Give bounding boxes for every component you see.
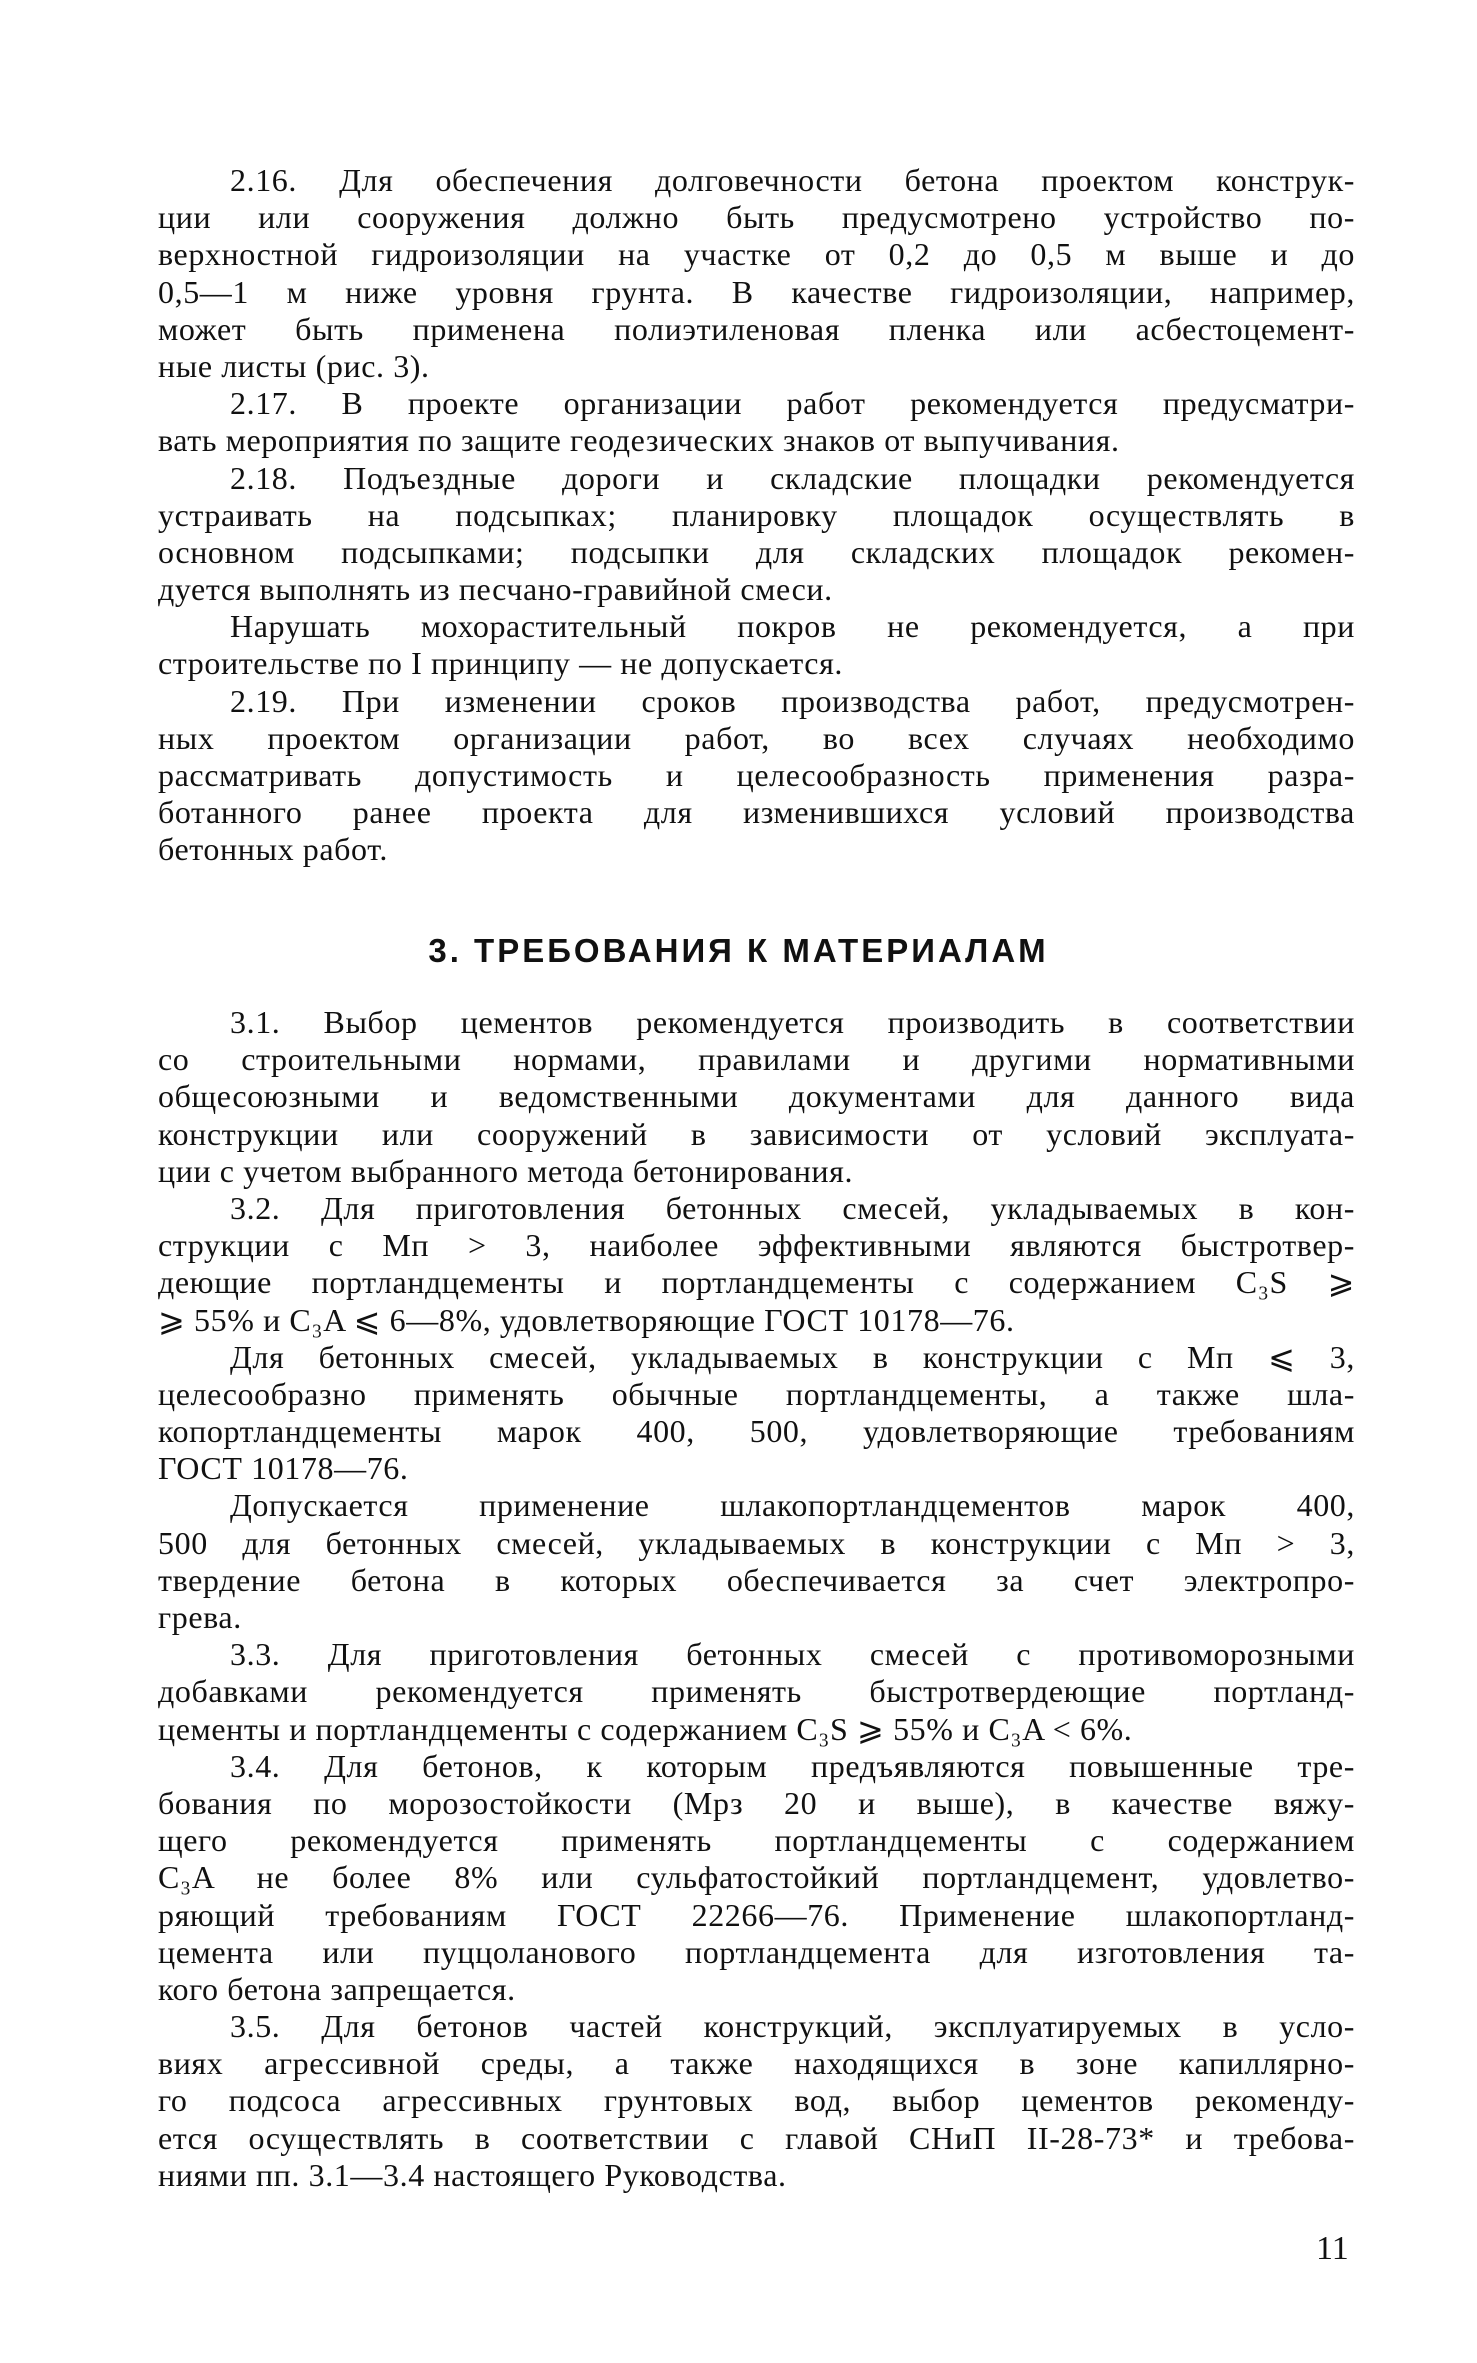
text-line: 3.5. Для бетонов частей конструкций, эксплуатируемых в усло- xyxy=(230,2008,1355,2045)
paragraph xyxy=(158,385,1355,459)
text-line: верхностной гидроизоляции на участке от 0,2 до 0,5 м выше и до xyxy=(158,236,1355,273)
text-line: вать мероприятия по защите геодезических знаков от выпучивания. xyxy=(158,422,1120,459)
text-line: щего рекомендуется применять портландцементы с содержанием xyxy=(158,1822,1355,1859)
text-line: ции или сооружения должно быть предусмотрено устройство по- xyxy=(158,199,1355,236)
text-line: ции с учетом выбранного метода бетонирования. xyxy=(158,1152,854,1189)
text-line: 2.19. При изменении сроков производства работ, предусмотрен- xyxy=(230,682,1355,719)
text-line: 2.17. В проекте организации работ рекомендуется предусматри- xyxy=(230,385,1355,422)
text-line: дуется выполнять из песчано-гравийной смеси. xyxy=(158,571,833,608)
text-line: 3.4. Для бетонов, к которым предъявляются повышенные тре- xyxy=(230,1747,1355,1784)
paragraph xyxy=(158,460,1355,609)
paragraph xyxy=(158,162,1355,385)
text-line: C₃A не более 8% или сульфатостойкий портландцемент, удовлетво- xyxy=(158,1859,1355,1896)
text-line: 0,5—1 м ниже уровня грунта. В качестве гидроизоляции, например, xyxy=(158,273,1355,310)
text-line: 2.16. Для обеспечения долговечности бетона проектом конструк- xyxy=(230,162,1355,198)
text-line: общесоюзными и ведомственными документами для данного вида xyxy=(158,1078,1355,1115)
text-line: ниями пп. 3.1—3.4 настоящего Руководства. xyxy=(158,2156,787,2193)
text-line: кого бетона запрещается. xyxy=(158,1970,516,2007)
text-line: добавками рекомендуется применять быстротвердеющие портланд- xyxy=(158,1673,1355,1710)
text-line: со строительными нормами, правилами и другими нормативными xyxy=(158,1041,1355,1078)
text-line: 2.18. Подъездные дороги и складские площадки рекомендуется xyxy=(230,459,1355,496)
text-line: ется осуществлять в соответствии с главой СНиП II-28-73* и требова- xyxy=(158,2119,1355,2156)
text-line: Допускается применение шлакопортландцементов марок 400, xyxy=(230,1487,1355,1524)
text-line: Нарушать мохорастительный покров не рекомендуется, а при xyxy=(230,608,1355,645)
text-line: рассматривать допустимость и целесообразность применения разра- xyxy=(158,757,1355,793)
text-line: ГОСТ 10178—76. xyxy=(158,1450,409,1487)
paragraph xyxy=(158,2008,1355,2194)
text-line: 500 для бетонных смесей, укладываемых в конструкции с Mп > 3, xyxy=(158,1524,1355,1561)
text-line: копортландцементы марок 400, 500, удовлетворяющие требованиям xyxy=(158,1413,1355,1450)
text-line: струкции с Mп > 3, наиболее эффективными являются быстротвер- xyxy=(158,1227,1355,1264)
text-line: бетонных работ. xyxy=(158,831,389,868)
text-line: го подсоса агрессивных грунтовых вод, выбор цементов рекоменду- xyxy=(158,2082,1355,2119)
text-line: строительстве по I принципу — не допускается. xyxy=(158,645,843,682)
text-line: цементы и портландцементы с содержанием C₃S ⩾ 55% и C₃A < 6%. xyxy=(158,1710,1133,1747)
section-3-text xyxy=(158,1004,1355,2194)
text-line: Для бетонных смесей, укладываемых в конструкции с Mп ⩽ 3, xyxy=(230,1338,1355,1375)
text-line: ряющий требованиям ГОСТ 22266—76. Применение шлакопортланд- xyxy=(158,1896,1355,1933)
text-line: ботанного ранее проекта для изменившихся условий производства xyxy=(158,794,1355,831)
paragraph xyxy=(158,608,1355,682)
text-line: устраивать на подсыпках; планировку площадок осуществлять в xyxy=(158,496,1355,533)
text-line: ных проектом организации работ, во всех случаях необходимо xyxy=(158,719,1355,756)
text-line: грева. xyxy=(158,1599,242,1635)
paragraph xyxy=(158,1190,1355,1339)
paragraph xyxy=(158,1339,1355,1488)
text-line: цемента или пуццоланового портландцемента для изготовления та- xyxy=(158,1933,1355,1970)
paragraph xyxy=(158,1487,1355,1636)
text-line: твердение бетона в которых обеспечивается за счет электропро- xyxy=(158,1561,1355,1598)
page-number: 11 xyxy=(1316,2230,1349,2267)
paragraph xyxy=(158,1748,1355,2008)
text-line: 3.1. Выбор цементов рекомендуется производить в соответствии xyxy=(230,1004,1355,1040)
text-line: 3.2. Для приготовления бетонных смесей, укладываемых в кон- xyxy=(230,1189,1355,1226)
text-line: ные листы (рис. 3). xyxy=(158,347,430,384)
text-line: 3.3. Для приготовления бетонных смесей с противоморозными xyxy=(230,1636,1355,1673)
paragraph xyxy=(158,1636,1355,1748)
text-line: целесообразно применять обычные портландцементы, а также шла- xyxy=(158,1375,1355,1412)
text-line: виях агрессивной среды, а также находящихся в зоне капиллярно- xyxy=(158,2045,1355,2082)
text-line: может быть применена полиэтиленовая пленка или асбестоцемент- xyxy=(158,310,1355,347)
text-line: бования по морозостойкости (Мрз 20 и выше), в качестве вяжу- xyxy=(158,1784,1355,1821)
paragraph xyxy=(158,683,1355,869)
text-line: основном подсыпками; подсыпки для складских площадок рекомен- xyxy=(158,533,1355,570)
text-line: деющие портландцементы и портландцементы с содержанием C₃S ⩾ xyxy=(158,1264,1355,1301)
section-3-heading: 3. ТРЕБОВАНИЯ К МАТЕРИАЛАМ xyxy=(428,932,1049,969)
section-2-text xyxy=(158,162,1355,869)
text-line: конструкции или сооружений в зависимости от условий эксплуата- xyxy=(158,1115,1355,1152)
paragraph xyxy=(158,1004,1355,1190)
text-line: ⩾ 55% и C₃A ⩽ 6—8%, удовлетворяющие ГОСТ 10178—76. xyxy=(158,1301,1015,1338)
